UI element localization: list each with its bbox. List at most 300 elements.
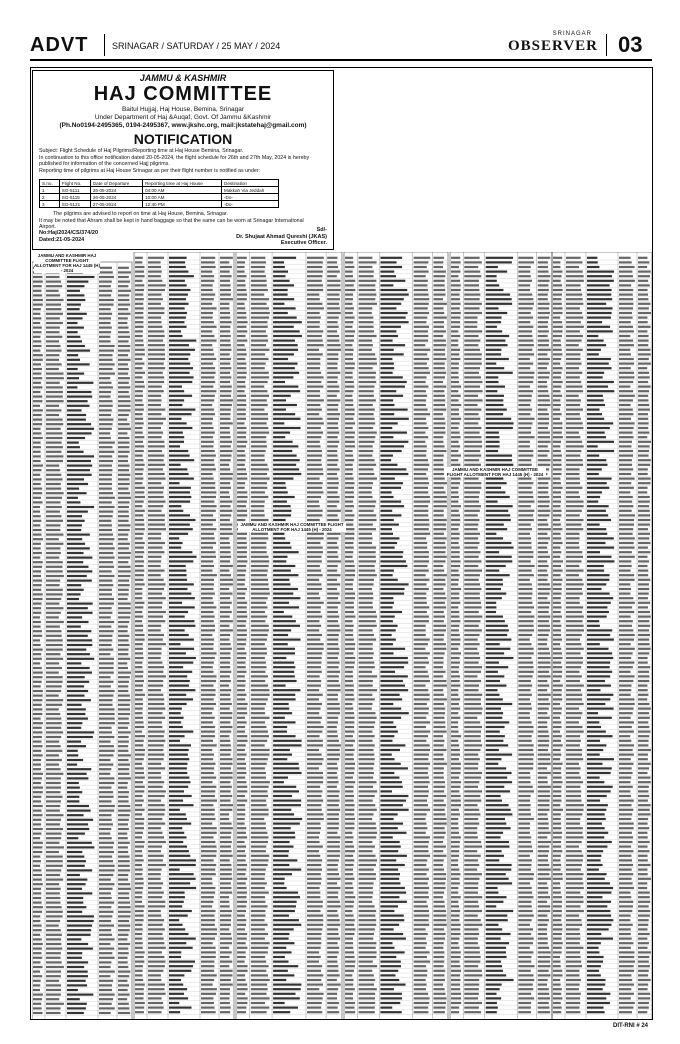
list-cell-text [67,345,85,347]
list-cell-text [118,865,130,867]
list-cell-text [251,409,265,411]
list-cell-text [307,910,321,912]
list-cell-text [538,413,549,415]
list-cell-text [359,570,376,572]
list-cell-text [464,519,479,521]
list-cell-text [273,905,296,907]
list-cell-text [518,901,531,903]
list-cell-text [451,938,459,940]
list-cell-text [148,869,162,871]
list-cell-text [148,560,161,562]
list-cell-text [118,883,130,885]
list-cell-text [451,372,458,374]
list-cell-text [273,556,287,558]
list-cell-text [220,482,230,484]
list-cell-text [486,813,513,815]
list-cell-text [118,704,130,706]
list-cell-text [518,307,532,309]
list-cell-text [345,450,353,452]
list-cell-text [273,579,289,581]
list-cell-text [135,427,143,429]
list-cell-text [135,726,144,728]
list-cell-text [307,455,322,457]
list-cell-text [464,836,478,838]
list-cell-text [345,588,353,590]
list-cell-text [307,482,323,484]
list-cell-text [135,491,144,493]
list-cell-text [201,786,216,788]
list-cell-text [345,919,355,921]
list-cell-text [33,879,42,881]
list-cell-text [118,359,131,361]
list-cell-text [148,965,165,967]
list-cell-text [220,560,230,562]
list-cell-text [135,321,143,323]
list-cell-text [33,888,41,890]
list-cell-text [518,740,531,742]
list-cell-text [67,704,82,706]
list-cell-text [273,790,299,792]
list-cell-text [486,597,502,599]
list-cell-text [273,284,294,286]
list-cell-text [220,850,232,852]
list-cell-text [118,906,131,908]
list-cell-text [345,951,354,953]
list-cell-text [251,395,269,397]
list-cell-text [273,643,288,645]
list-cell-text [486,823,507,825]
list-cell-text [327,951,339,953]
list-cell-text [538,625,550,627]
list-cell-text [486,547,514,549]
list-cell-text [33,478,42,480]
list-cell-text [327,298,340,300]
list-cell-text [118,662,127,664]
list-cell-text [220,441,232,443]
notice-state: JAMMU & KASHMIR [139,73,227,83]
section-label: ADVT [30,34,89,56]
list-cell-text [464,662,478,664]
list-cell-text [251,441,267,443]
list-cell-text [451,777,459,779]
list-cell-text [46,957,61,959]
list-cell-text [148,409,165,411]
list-cell-text [201,859,214,861]
list-cell-text [380,639,395,641]
list-cell-text [251,671,266,673]
list-cell-text [46,833,61,835]
list-cell-text [201,625,215,627]
list-cell-text [135,836,142,838]
list-cell-text [486,542,512,544]
list-cell-text [414,422,427,424]
list-cell-text [273,988,301,990]
list-cell-text [148,390,164,392]
list-cell-text [451,570,459,572]
list-cell-text [433,818,446,820]
list-cell-text [273,657,286,659]
list-cell-text [273,951,291,953]
list-cell-text [118,639,129,641]
list-cell-text [486,915,508,917]
list-cell-text [359,928,375,930]
list-cell-text [33,1012,43,1014]
list-cell-text [307,873,321,875]
list-cell-text [67,469,90,471]
list-cell-text [251,735,269,737]
list-cell-text [380,611,402,613]
list-cell-text [307,740,323,742]
list-cell-text [486,979,514,981]
list-cell-text [380,445,404,447]
list-cell-text [46,386,63,388]
list-cell-text [414,496,430,498]
list-cell-text [67,851,82,853]
list-cell-text [251,965,269,967]
list-cell-text [273,519,285,521]
list-cell-text [518,772,530,774]
list-cell-text [220,841,232,843]
list-cell-text [451,404,461,406]
list-cell-text [169,381,192,383]
list-cell-text [46,400,64,402]
list-cell-text [518,836,531,838]
list-cell-text [327,487,338,489]
list-cell-text [451,988,460,990]
list-cell-text [135,662,142,664]
list-cell-text [33,957,42,959]
list-cell-text [433,1007,445,1009]
list-cell-text [380,735,394,737]
list-cell-text [148,372,163,374]
list-cell-text [118,892,129,894]
list-cell-text [273,896,300,898]
list-cell-text [46,971,61,973]
list-cell-text [307,657,322,659]
list-cell-text [237,473,247,475]
list-cell-text [380,869,398,871]
list-cell-text [380,708,401,710]
list-cell-text [464,491,480,493]
list-cell-text [67,442,79,444]
list-cell-text [169,422,187,424]
list-cell-text [251,321,268,323]
list-cell-text [380,772,394,774]
list-cell-text [307,432,323,434]
list-cell-text [414,717,427,719]
list-cell-text [33,455,41,457]
list-cell-text [359,560,376,562]
list-cell-text [464,422,478,424]
list-cell-text [135,367,143,369]
list-cell-text [359,652,374,654]
list-cell-text [538,284,549,286]
list-cell-text [307,703,322,705]
list-cell-text [464,942,478,944]
list-cell-text [464,533,480,535]
list-cell-text [359,997,375,999]
list-cell-text [380,501,401,503]
list-cell-text [169,813,186,815]
list-cell-text [327,726,337,728]
list-cell-text [538,873,550,875]
list-cell-text [538,984,547,986]
list-cell-text [307,1002,322,1004]
list-cell-text [46,860,63,862]
list-cell-text [486,317,502,319]
list-cell-text [148,524,165,526]
list-cell-text [169,510,183,512]
list-cell-text [538,836,548,838]
list-cell-text [538,712,548,714]
list-cell-text [67,856,84,858]
masthead-rule [30,59,652,61]
list-cell-text [345,625,354,627]
list-cell-text [380,777,399,779]
list-cell-text [464,777,481,779]
list-cell-text [273,721,295,723]
list-cell-text [486,432,499,434]
list-cell-text [414,735,428,737]
list-cell-text [148,459,164,461]
list-cell-text [99,593,112,595]
list-cell-text [33,557,40,559]
list-cell-text [464,625,479,627]
list-cell-text [46,814,63,816]
list-cell-text [67,966,84,968]
list-cell-text [464,970,482,972]
list-cell-text [33,777,42,779]
list-cell-text [464,956,480,958]
list-cell-text [451,606,458,608]
list-cell-text [46,704,62,706]
list-cell-text [148,942,164,944]
list-cell-text [220,984,233,986]
list-cell-text [237,266,245,268]
list-cell-text [380,694,399,696]
list-cell-text [433,974,444,976]
list-cell-text [201,372,216,374]
list-cell-text [414,298,430,300]
list-cell-text [201,505,217,507]
list-cell-text [433,381,443,383]
list-cell-text [307,804,321,806]
list-cell-text [518,629,534,631]
list-cell-text [169,680,190,682]
list-cell-text [237,882,246,884]
list-cell-text [33,810,42,812]
list-cell-text [327,961,337,963]
list-cell-text [273,675,295,677]
list-cell-text [414,303,429,305]
list-cell-text [33,828,43,830]
list-cell-text [237,896,246,898]
list-cell-text [414,1002,430,1004]
list-cell-text [118,414,129,416]
list-cell-text [414,993,428,995]
list-cell-text [345,662,355,664]
list-cell-text [46,317,60,319]
list-cell-text [538,735,550,737]
list-cell-text [359,951,377,953]
list-cell-text [345,859,354,861]
list-cell-text [237,510,247,512]
list-cell-text [148,556,162,558]
list-cell-text [118,984,129,986]
list-cell-text [237,478,247,480]
list-cell-text [201,459,214,461]
list-cell-text [135,878,143,880]
list-cell-text [220,266,232,268]
list-cell-text [518,634,532,636]
list-cell-text [99,529,112,531]
list-cell-text [118,492,130,494]
list-cell-text [327,418,339,420]
list-cell-text [414,468,428,470]
list-cell-text [33,538,43,540]
list-cell-text [201,358,216,360]
list-cell-text [118,630,128,632]
list-cell-text [273,836,295,838]
list-cell-text [273,892,298,894]
list-cell-text [46,322,63,324]
list-cell-text [518,827,530,829]
list-cell-text [327,901,340,903]
list-cell-text [251,501,265,503]
list-cell-text [148,358,165,360]
list-cell-text [251,938,265,940]
list-cell-text [135,409,144,411]
list-cell-text [46,658,63,660]
list-cell-text [538,505,550,507]
list-cell-text [414,882,428,884]
list-cell-text [486,565,506,567]
list-cell-text [118,658,130,660]
list-cell-text [451,813,460,815]
list-cell-text [433,321,444,323]
cell: 12:40 PM [143,201,222,208]
list-cell-text [99,488,112,490]
list-cell-text [220,450,233,452]
list-cell-text [67,938,81,940]
list-cell-text [345,657,355,659]
list-cell-text [433,956,444,958]
list-cell-text [414,749,430,751]
list-cell-text [99,511,113,513]
list-cell-text [451,763,461,765]
list-cell-text [237,1011,246,1013]
list-cell-text [307,813,323,815]
list-cell-text [433,648,446,650]
list-cell-text [464,514,477,516]
list-cell-text [67,759,83,761]
list-cell-text [33,543,41,545]
list-cell-text [538,721,548,723]
list-cell-text [135,915,144,917]
list-cell-text [273,583,290,585]
list-cell-text [251,487,267,489]
list-cell-text [538,616,551,618]
list-cell-text [220,445,231,447]
list-cell-text [273,804,301,806]
list-cell-text [345,846,354,848]
list-cell-text [135,671,143,673]
list-cell-text [220,915,231,917]
list-cell-text [273,257,296,259]
list-cell-text [148,947,166,949]
list-cell-text [273,712,292,714]
list-cell-text [118,474,130,476]
list-cell-text [201,340,217,342]
list-cell-text [118,593,129,595]
list-cell-text [414,565,428,567]
list-cell-text [33,414,42,416]
list-cell-text [451,363,459,365]
list-cell-text [538,919,549,921]
list-cell-text [169,924,183,926]
list-cell-text [380,455,393,457]
list-cell-text [148,289,165,291]
list-cell-text [237,671,246,673]
list-cell-text [307,510,323,512]
list-cell-text [359,468,374,470]
list-cell-text [67,805,89,807]
list-cell-text [327,800,339,802]
list-cell-text [359,841,373,843]
list-cell-text [486,970,503,972]
list-cell-text [359,703,373,705]
list-cell-text [359,551,376,553]
list-cell-text [486,675,505,677]
list-cell-text [433,367,444,369]
list-cell-text [345,988,355,990]
list-cell-text [169,261,185,263]
list-cell-text [201,767,214,769]
list-cell-text [237,919,246,921]
list-cell-text [251,813,269,815]
list-cell-text [327,478,338,480]
list-cell-text [251,855,269,857]
list-cell-text [345,289,355,291]
list-cell-text [251,675,268,677]
list-cell-text [464,772,482,774]
list-cell-text [451,542,459,544]
list-cell-text [486,551,499,553]
list-cell-text [307,735,320,737]
list-cell-text [220,579,233,581]
list-cell-text [414,841,429,843]
list-cell-text [67,598,79,600]
list-cell-text [67,874,80,876]
list-cell-text [518,422,532,424]
list-cell-text [46,483,61,485]
list-cell-text [67,635,88,637]
list-cell-text [237,749,245,751]
list-cell-text [46,593,63,595]
list-cell-text [135,464,145,466]
list-cell-text [99,308,111,310]
list-cell-text [486,905,497,907]
list-cell-text [414,901,427,903]
list-cell-text [201,514,213,516]
list-cell-text [99,920,111,922]
list-cell-text [538,740,549,742]
flight-schedule-table [39,179,279,208]
list-cell-text [220,864,231,866]
list-cell-text [148,703,164,705]
list-cell-text [169,689,195,691]
list-cell-text [380,878,399,880]
